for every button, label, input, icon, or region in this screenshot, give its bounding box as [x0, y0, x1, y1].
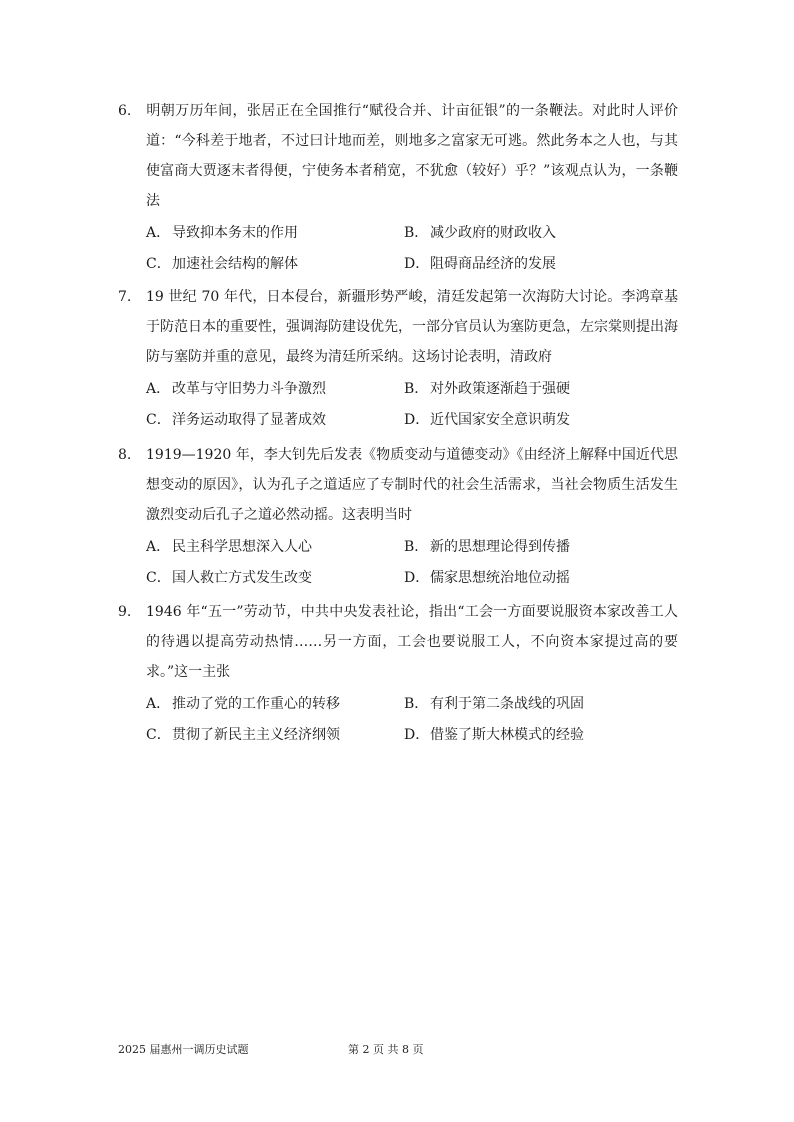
option-letter: A． [146, 224, 171, 241]
answer-options [118, 372, 678, 434]
option-c [146, 724, 404, 744]
question-text: 1946 年“五一”劳动节，中共中央发表社论，指出“工会一方面要说服资本家改善工人的待遇以提高劳动热情……另一方面，工会也要说服工人，不向资本家提过高的要求。”这一主张 [146, 604, 678, 680]
option-letter: C． [146, 726, 171, 743]
option-text: 民主科学思想深入人心 [172, 538, 312, 555]
option-d [404, 567, 662, 587]
option-letter: B． [404, 380, 429, 397]
option-a [146, 222, 404, 242]
question-stem [118, 597, 678, 687]
answer-options [118, 687, 678, 749]
option-letter: A． [146, 380, 171, 397]
footer-page-info: 第 2 页 共 8 页 [348, 1043, 424, 1056]
question-number: 8. [118, 447, 132, 463]
question-6 [118, 96, 678, 278]
option-c [146, 253, 404, 273]
option-text: 阻碍商品经济的发展 [430, 255, 556, 272]
options-row [146, 216, 678, 247]
option-text: 对外政策逐渐趋于强硬 [430, 380, 570, 397]
option-b [404, 378, 662, 398]
options-row [146, 403, 678, 434]
option-text: 推动了党的工作重心的转移 [172, 695, 340, 712]
options-row [146, 718, 678, 749]
option-text: 新的思想理论得到传播 [430, 538, 570, 555]
options-row [146, 247, 678, 278]
option-b [404, 222, 662, 242]
option-letter: D． [404, 255, 430, 272]
option-text: 改革与守旧势力斗争激烈 [172, 380, 326, 397]
options-row [146, 372, 678, 403]
question-stem [118, 282, 678, 372]
option-letter: B． [404, 695, 429, 712]
question-9 [118, 597, 678, 749]
question-8 [118, 440, 678, 592]
option-letter: C． [146, 255, 171, 272]
option-text: 贯彻了新民主主义经济纲领 [172, 726, 340, 743]
option-letter: D． [404, 411, 430, 428]
answer-options [118, 216, 678, 278]
option-text: 洋务运动取得了显著成效 [172, 411, 326, 428]
option-text: 借鉴了斯大林模式的经验 [430, 726, 584, 743]
option-a [146, 693, 404, 713]
option-letter: A． [146, 695, 171, 712]
option-letter: B． [404, 538, 429, 555]
question-7 [118, 282, 678, 434]
question-number: 7. [118, 289, 132, 305]
option-b [404, 693, 662, 713]
question-text: 1919—1920 年，李大钊先后发表《物质变动与道德变动》《由经济上解释中国近代思想变动的原因》，认为孔子之道适应了专制时代的社会生活需求，当社会物质生活发生激烈变动后孔子之道必然动摇。这表明当时 [146, 447, 678, 523]
question-stem [118, 440, 678, 530]
option-letter: D． [404, 726, 430, 743]
option-c [146, 567, 404, 587]
option-text: 加速社会结构的解体 [172, 255, 298, 272]
question-text: 明朝万历年间，张居正在全国推行“赋役合并、计亩征银”的一条鞭法。对此时人评价道：“今科差于地者，不过曰计地而差，则地多之富家无可逃。然此务本之人也，与其使富商大贾逐末者得便，宁使务本者稍宽，不犹愈（较好）乎？”该观点认为，一条鞭法 [146, 103, 678, 209]
option-letter: A． [146, 538, 171, 555]
options-row [146, 687, 678, 718]
option-text: 导致抑本务末的作用 [172, 224, 298, 241]
option-letter: B． [404, 224, 429, 241]
option-text: 儒家思想统治地位动摇 [430, 569, 570, 586]
option-letter: D． [404, 569, 430, 586]
option-d [404, 724, 662, 744]
option-a [146, 378, 404, 398]
option-text: 国人救亡方式发生改变 [172, 569, 312, 586]
option-c [146, 409, 404, 429]
question-number: 6. [118, 103, 132, 119]
option-d [404, 409, 662, 429]
question-number: 9. [118, 604, 132, 620]
question-text: 19 世纪 70 年代，日本侵台，新疆形势严峻，清廷发起第一次海防大讨论。李鸿章基于防范日本的重要性，强调海防建设优先，一部分官员认为塞防更急，左宗棠则提出海防与塞防并重的意见，最终为清廷所采纳。这场讨论表明，清政府 [146, 289, 678, 365]
option-letter: C． [146, 569, 171, 586]
options-row [146, 530, 678, 561]
options-row [146, 561, 678, 592]
option-a [146, 536, 404, 556]
option-b [404, 536, 662, 556]
option-text: 减少政府的财政收入 [430, 224, 556, 241]
option-text: 有利于第二条战线的巩固 [430, 695, 584, 712]
option-d [404, 253, 662, 273]
option-letter: C． [146, 411, 171, 428]
option-text: 近代国家安全意识萌发 [430, 411, 570, 428]
question-stem [118, 96, 678, 216]
answer-options [118, 530, 678, 592]
footer-exam-title: 2025 届惠州一调历史试题 [118, 1043, 249, 1056]
